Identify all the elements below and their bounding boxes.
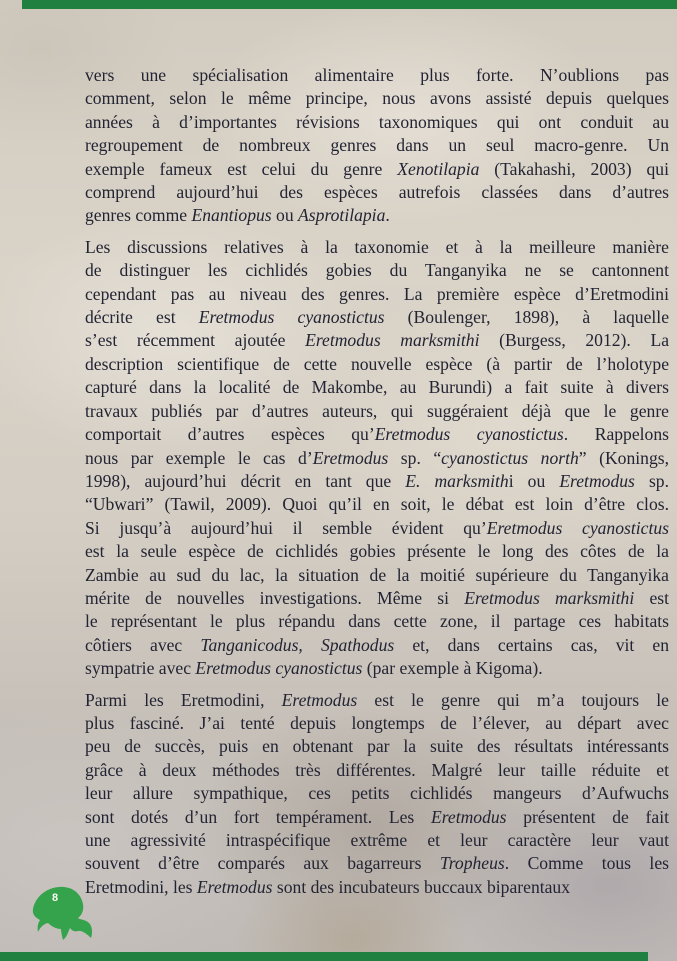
text-line: souvent d’être comparés aux bagarreurs Tropheus. Comme tous les — [85, 853, 669, 874]
text-column — [85, 64, 669, 899]
text-line: regroupement de nombreux genres dans un seul macro-genre. Un — [85, 135, 669, 156]
text-line: s’est récemment ajoutée Eretmodus marksmithi (Burgess, 2012). La — [85, 330, 669, 351]
text-line: 1998), aujourd’hui décrit en tant que E. marksmithi ou Eretmodus sp. — [85, 470, 669, 491]
text-line: grâce à deux méthodes très différentes. Malgré leur taille réduite et — [85, 759, 669, 780]
text-line: années à d’importantes révisions taxonomiques qui ont conduit au — [85, 111, 669, 132]
text-line: comment, selon le même principe, nous avons assisté depuis quelques — [85, 88, 669, 109]
text-line: travaux publiés par d’autres auteurs, qui suggéraient déjà que le genre — [85, 400, 669, 421]
text-line: leur allure sympathique, ces petits cichlidés mangeurs d’Aufwuchs — [85, 783, 669, 804]
paragraph-1 — [85, 64, 669, 228]
text-line: mérite de nouvelles investigations. Même si Eretmodus marksmithi est — [85, 587, 669, 608]
text-line: nous par exemple le cas d’Eretmodus sp. “cyanostictus north” (Konings, — [85, 447, 670, 468]
text-line: est la seule espèce de cichlidés gobies présente le long des côtes de la — [85, 541, 669, 562]
paragraph-3 — [85, 689, 669, 900]
text-line: comportait d’autres espèces qu’Eretmodus cyanostictus. Rappelons — [85, 424, 669, 445]
text-line: cependant pas au niveau des genres. La première espèce d’Eretmodini — [85, 283, 669, 304]
text-line: “Ubwari” (Tawil, 2009). Quoi qu’il en soit, le débat est loin d’être clos. — [85, 494, 669, 515]
text-line: de distinguer les cichlidés gobies du Tanganyika ne se cantonnent — [85, 260, 669, 281]
bottom-rule — [0, 952, 648, 961]
paragraph-2 — [85, 236, 669, 681]
text-line: Les discussions relatives à la taxonomie et à la meilleure manière — [85, 236, 669, 257]
text-line: Si jusqu’à aujourd’hui il semble évident qu’Eretmodus cyanostictus — [85, 517, 669, 538]
text-line: description scientifique de cette nouvelle espèce (à partir de l’holotype — [85, 353, 669, 374]
top-rule — [22, 0, 677, 9]
text-line: sympatrie avec Eretmodus cyanostictus (par exemple à Kigoma). — [85, 658, 543, 679]
text-line: le représentant le plus répandu dans cette zone, il partage ces habitats — [85, 611, 669, 632]
text-line: plus fasciné. J’ai tenté depuis longtemps de l’élever, au départ avec — [85, 712, 669, 733]
text-line: peu de succès, puis en obtenant par la suite des résultats intéressants — [85, 736, 669, 757]
text-line: exemple fameux est celui du genre Xenotilapia (Takahashi, 2003) qui — [85, 158, 669, 179]
text-line: sont dotés d’un fort tempérament. Les Eretmodus présentent de fait — [85, 806, 669, 827]
text-line: genres comme Enantiopus ou Asprotilapia. — [85, 205, 390, 226]
text-line: Parmi les Eretmodini, Eretmodus est le genre qui m’a toujours le — [85, 689, 669, 710]
text-line: Zambie au sud du lac, la situation de la moitié supérieure du Tanganyika — [85, 564, 669, 585]
text-line: comprend aujourd’hui des espèces autrefois classées dans d’autres — [85, 182, 669, 203]
text-line: vers une spécialisation alimentaire plus forte. N’oublions pas — [85, 65, 669, 85]
page-number: 8 — [51, 892, 59, 904]
text-line: décrite est Eretmodus cyanostictus (Boulenger, 1898), à laquelle — [85, 307, 669, 328]
text-line: côtiers avec Tanganicodus, Spathodus et, dans certains cas, vit en — [85, 634, 670, 655]
text-line: capturé dans la localité de Makombe, au Burundi) a fait suite à divers — [85, 377, 669, 398]
text-line: une agressivité intraspécifique extrême et leur caractère leur vaut — [85, 830, 669, 850]
text-line: Eretmodini, les Eretmodus sont des incubateurs buccaux biparentaux — [85, 876, 571, 897]
